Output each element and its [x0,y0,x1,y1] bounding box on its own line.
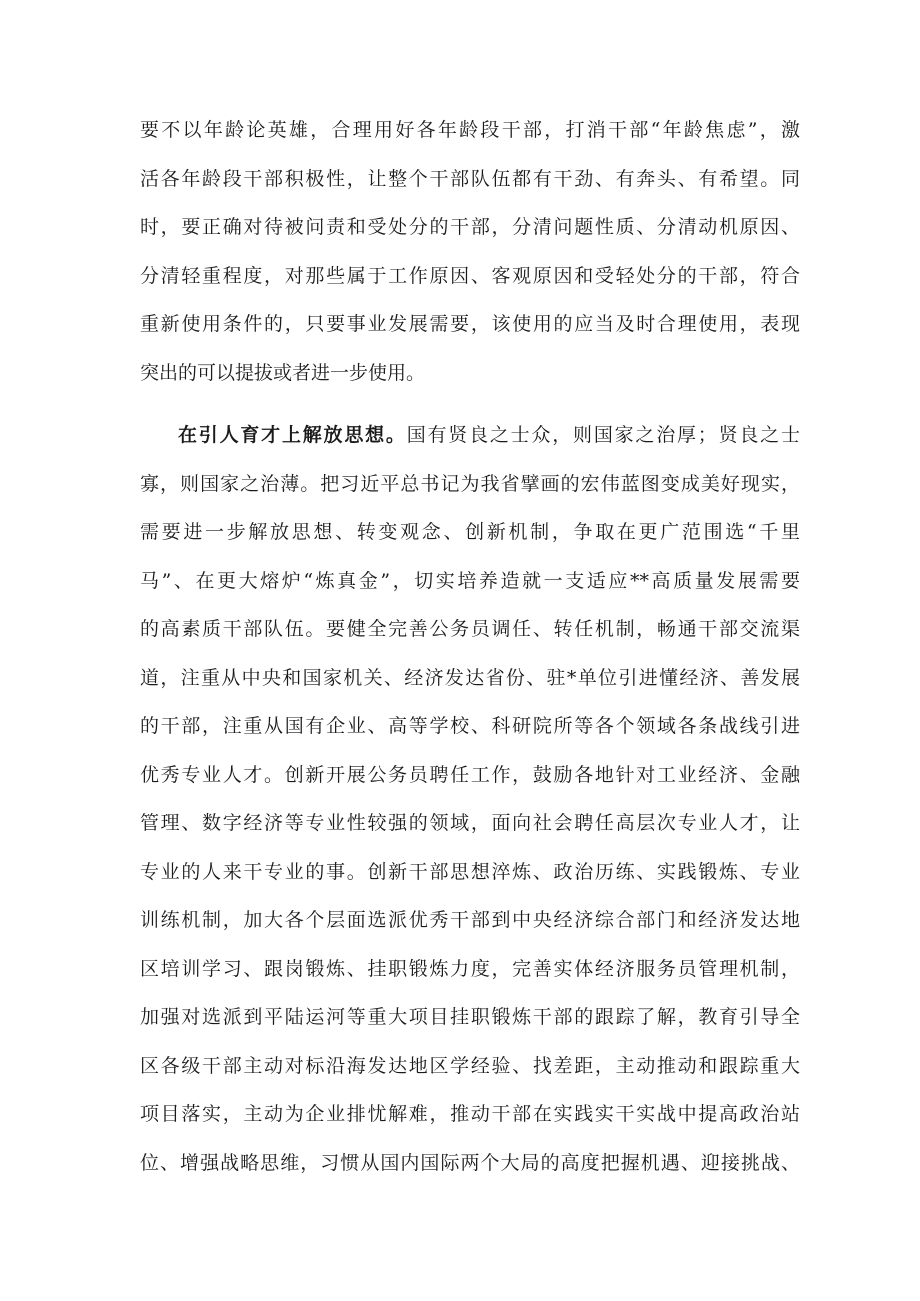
text-line: 重新使用条件的，只要事业发展需要，该使用的应当及时合理使用，表现 [140,313,800,335]
text-line: 分清轻重程度，对那些属于工作原因、客观原因和受轻处分的干部，符合 [140,264,800,287]
text-line: 的高素质干部队伍。要健全完善公务员调任、转任机制，畅通干部交流渠 [140,618,800,640]
text-line: 时，要正确对待被问责和受处分的干部，分清问题性质、分清动机原因、 [140,216,800,238]
paragraph-lead-heading: 在引人育才上解放思想。 [178,424,407,446]
text-line: 的干部，注重从国有企业、高等学校、科研院所等各个领域各条战线引进 [140,715,800,737]
text-line: 寡，则国家之治薄。把习近平总书记为我省擘画的宏伟蓝图变成美好现实， [140,472,800,495]
paragraph-lead-rest: 国有贤良之士众，则国家之治厚；贤良之士 [406,424,800,446]
text-line: 道，注重从中央和国家机关、经济发达省份、驻*单位引进懂经济、善发展 [140,666,800,689]
text-line: 要不以年龄论英雄，合理用好各年龄段干部，打消干部“年龄焦虑”，激 [140,119,800,141]
text-line: 活各年龄段干部积极性，让整个干部队伍都有干劲、有奔头、有希望。同 [140,167,800,190]
text-line: 优秀专业人才。创新开展公务员聘任工作，鼓励各地针对工业经济、金融 [140,763,800,786]
paragraph-talent-recruitment [140,411,800,1187]
text-line: 管理、数字经济等专业性较强的领域，面向社会聘任高层次专业人才，让 [140,812,800,834]
text-line: 区培训学习、跟岗锻炼、挂职锻炼力度，完善实体经济服务员管理机制， [140,957,800,980]
text-line: 马”、在更大熔炉“炼真金”，切实培养造就一支适应**高质量发展需要 [140,569,800,592]
text-line: 区各级干部主动对标沿海发达地区学经验、找差距，主动推动和跟踪重大 [140,1054,800,1077]
text-line-first [140,411,800,460]
text-line: 需要进一步解放思想、转变观念、创新机制，争取在更广范围选“千里 [140,521,800,543]
text-line: 项目落实，主动为企业排忧解难，推动干部在实践实干实战中提高政治站 [140,1103,800,1125]
text-line: 加强对选派到平陆运河等重大项目挂职锻炼干部的跟踪了解，教育引导全 [140,1006,800,1028]
text-line: 专业的人来干专业的事。创新干部思想淬炼、政治历练、实践锻炼、专业 [140,860,800,883]
text-line: 训练机制，加大各个层面选派优秀干部到中央经济综合部门和经济发达地 [140,909,800,931]
text-line: 突出的可以提拔或者进一步使用。 [140,361,426,384]
text-line: 位、增强战略思维，习惯从国内国际两个大局的高度把握机遇、迎接挑战、 [140,1151,800,1174]
paragraph-cadre-age [140,106,800,397]
